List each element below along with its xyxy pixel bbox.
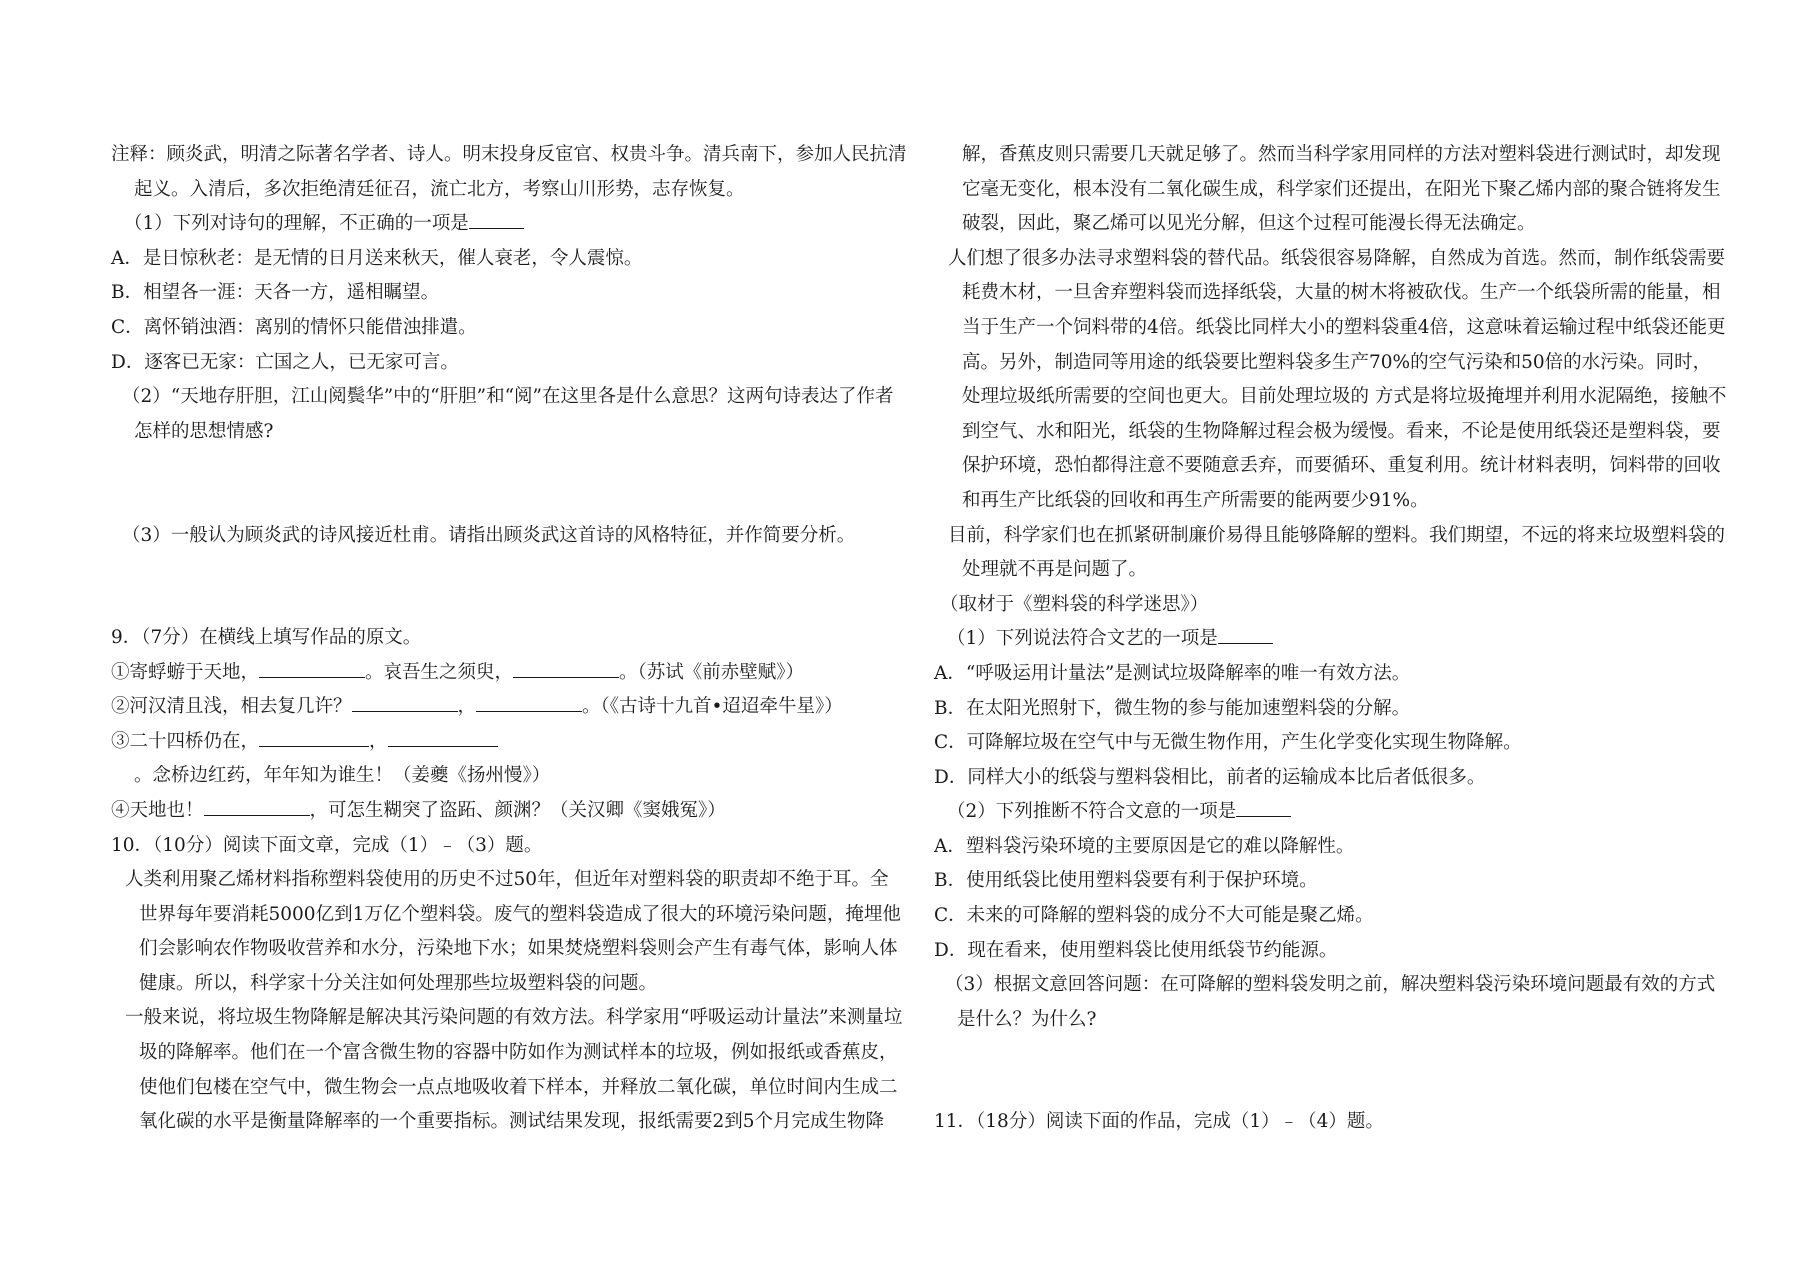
right-column	[934, 138, 1729, 1140]
fill-blank[interactable]	[513, 659, 619, 678]
question-8-3: （3）一般认为顾炎武的诗风接近杜甫。请指出顾炎武这首诗的风格特征，并作简要分析。	[122, 525, 856, 547]
question-9-4	[111, 794, 907, 829]
answer-space	[111, 449, 907, 519]
passage-paragraph-2: 一般来说，将垃圾生物降解是解决其污染问题的有效方法。科学家用“呼吸运动计量法”来测量垃圾的降解率。他们在一个富含微生物的容器中防如作为测试样本的垃圾，例如报纸或香蕉皮，使他们包楼在空气中，微生物会一点点地吸收着下样本，并释放二氧化碳，单位时间内生成二氧化碳的水平是衡量降解率的一个重要指标。测试结果发现，报纸需要2到5个月完成生物降	[125, 1007, 903, 1133]
question-8-1-text: （1）下列对诗句的理解，不正确的一项是	[124, 213, 469, 235]
answer-space	[111, 554, 907, 621]
question-10-1-text: （1）下列说法符合文艺的一项是	[947, 628, 1218, 650]
option-a: A．是日惊秋老：是无情的日月送来秋天，催人衰老，令人震惊。	[111, 247, 643, 269]
question-9-2	[111, 690, 907, 725]
q9-3-text-c: 。念桥边红药，年年知为谁生！（姜夔《扬州慢》）	[134, 765, 551, 787]
option-c: C．离怀销浊酒：离别的情怀只能借浊排遣。	[111, 316, 477, 338]
passage-source: （取材于《塑料袋的科学迷思》）	[940, 593, 1209, 615]
fill-blank[interactable]	[259, 659, 365, 678]
fill-blank[interactable]	[352, 693, 458, 712]
passage-paragraph-4: 目前，科学家们也在抓紧研制廉价易得且能够降解的塑料。我们期望，不远的将来垃圾塑料袋的处理就不再是问题了。	[948, 524, 1726, 581]
answer-blank[interactable]	[1236, 798, 1291, 817]
answer-blank[interactable]	[1218, 625, 1273, 644]
question-8-2: （2）“天地存肝胆，江山阅鬓华”中的“肝胆”和“阅”在这里各是什么意思？这两句诗表达了作者怎样的思想情感?	[122, 386, 894, 442]
passage-paragraph-3: 人们想了很多办法寻求塑料袋的替代品。纸袋很容易降解，自然成为首选。然而，制作纸袋需要耗费木材，一旦舍弃塑料袋而选择纸袋，大量的树木将被砍伐。生产一个纸袋所需的能量，相当于生产一个饲料带的4倍。纸袋比同样大小的塑料袋重4倍，这意味着运输过程中纸袋还能更高。另外，制造同等用途的纸袋要比塑料袋多生产70%的空气污染和50倍的水污染。同时，处理垃圾纸所需要的空间也更大。目前处理垃圾的 方式是将垃圾掩埋并利用水泥隔绝，接触不到空气、水和阳光，纸袋的生物降解过程会极为缓慢。看来，不论是使用纸袋还是塑料袋，要保护环境，恐怕都得注意不要随意丢弃，而要循环、重复利用。统计材料表明，饲料带的回收和再生产比纸袋的回收和再生产所需要的能两要少91%。	[948, 247, 1727, 511]
q9-3-text-a: ③二十四桥仍在，	[111, 730, 260, 752]
option-c: C．可降解垃圾在空气中与无微生物作用，产生化学变化实现生物降解。	[934, 732, 1522, 754]
fill-blank[interactable]	[476, 693, 582, 712]
question-9-3	[111, 725, 907, 794]
q9-2-text-c: 。（《古诗十九首•迢迢牵牛星》）	[582, 696, 843, 718]
option-b: B．相望各一涯：天各一方，遥相瞩望。	[111, 282, 440, 304]
fill-blank[interactable]	[388, 728, 498, 747]
question-9-1	[111, 656, 907, 691]
fill-blank[interactable]	[204, 797, 310, 816]
q9-4-text-a: ④天地也！	[111, 799, 204, 821]
question-10-3: （3）根据文意回答问题：在可降解的塑料袋发明之前，解决塑料袋污染环境问题最有效的方式是什么？为什么?	[945, 974, 1716, 1030]
answer-space	[934, 1037, 1729, 1105]
q9-3-text-b: ，	[369, 730, 388, 752]
q9-1-text-b: 。哀吾生之须臾，	[365, 661, 514, 683]
option-c: C．未来的可降解的塑料袋的成分不大可能是聚乙烯。	[934, 905, 1374, 927]
q9-2-text-b: ，	[457, 696, 477, 718]
question-10-title: 10．（10分）阅读下面文章，完成（1）﹣（3）题。	[111, 834, 543, 856]
question-10-2-text: （2）下列推断不符合文意的一项是	[947, 801, 1237, 823]
passage-paragraph-2-continued: 解，香蕉皮则只需要几天就足够了。然而当科学家用同样的方法对塑料袋进行测试时，却发现它毫无变化，根本没有二氧化碳生成，科学家们还提出，在阳光下聚乙烯内部的聚合链将发生破裂，因此，聚乙烯可以见光分解，但这个过程可能漫长得无法确定。	[962, 144, 1721, 235]
passage-paragraph-1: 人类利用聚乙烯材料指称塑料袋使用的历史不过50年，但近年对塑料袋的职责却不绝于耳。全世界每年要消耗5000亿到1万亿个塑料袋。废气的塑料袋造成了很大的环境污染问题，掩埋他们会影响农作物吸收营养和水分，污染地下水；如果焚烧塑料袋则会产生有毒气体，影响人体健康。所以，科学家十分关注如何处理那些垃圾塑料袋的问题。	[125, 869, 901, 994]
left-column	[111, 138, 907, 1140]
question-10-1	[934, 622, 1729, 657]
option-b: B．在太阳光照射下，微生物的参与能加速塑料袋的分解。	[934, 697, 1411, 719]
option-a: A．“呼吸运用计量法”是测试垃圾降解率的唯一有效方法。	[934, 662, 1411, 684]
q9-1-text-c: 。（苏试《前赤壁赋》）	[619, 661, 805, 683]
q9-2-text-a: ②河汉清且浅，相去复几许？	[111, 696, 352, 718]
option-d: D．逐客已无家：亡国之人，已无家可言。	[111, 351, 459, 373]
question-9-title: 9．（7分）在横线上填写作品的原文。	[111, 626, 422, 648]
option-d: D．现在看来，使用塑料袋比使用纸袋节约能源。	[934, 939, 1338, 961]
question-10-2	[934, 795, 1729, 830]
q9-1-text-a: ①寄蜉蝣于天地，	[111, 661, 260, 683]
fill-blank[interactable]	[259, 728, 369, 747]
question-11-title: 11．（18分）阅读下面的作品，完成（1）﹣（4）题。	[934, 1111, 1384, 1133]
option-a: A．塑料袋污染环境的主要原因是它的难以降解性。	[934, 835, 1355, 857]
option-d: D．同样大小的纸袋与塑料袋相比，前者的运输成本比后者低很多。	[934, 766, 1486, 788]
answer-blank[interactable]	[469, 210, 524, 229]
q9-4-text-b: ，可怎生糊突了盗跖、颜渊？（关汉卿《窦娥冤》）	[309, 799, 726, 821]
poem-note: 注释：顾炎武，明清之际著名学者、诗人。明末投身反宦官、权贵斗争。清兵南下，参加人民抗清起义。入清后，多次拒绝清廷征召，流亡北方，考察山川形势，志存恢复。	[111, 144, 907, 200]
option-b: B．使用纸袋比使用塑料袋要有利于保护环境。	[934, 870, 1318, 892]
question-8-1	[111, 207, 907, 242]
